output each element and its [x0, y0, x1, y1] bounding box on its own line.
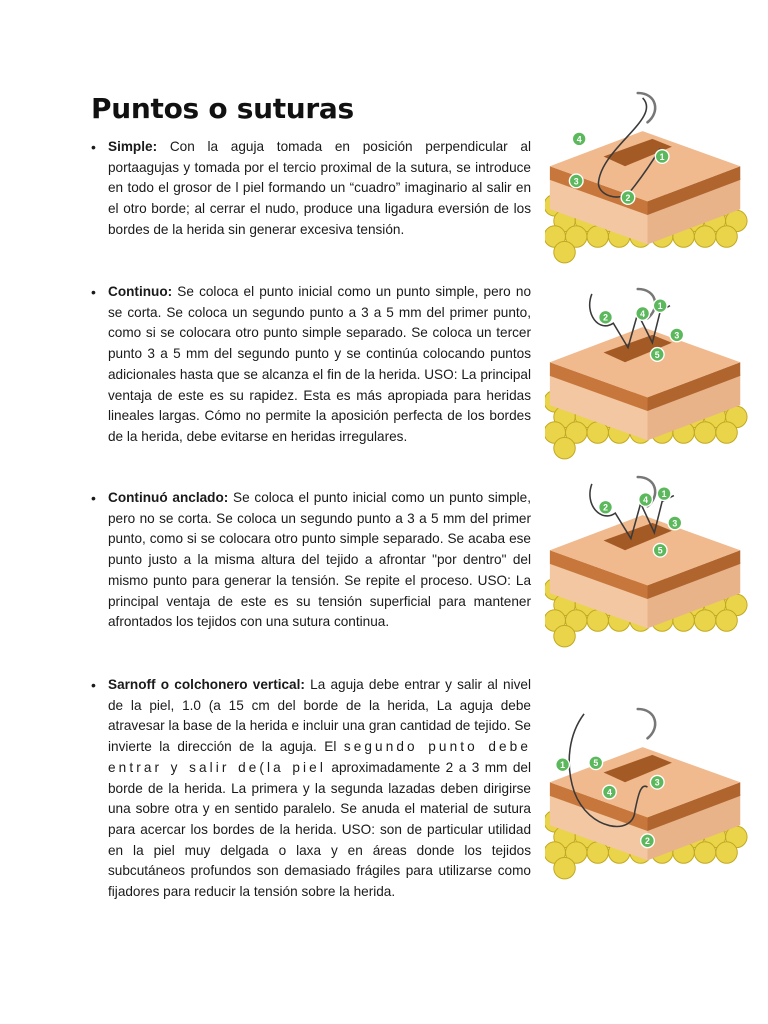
- skin-block-diagram: [545, 702, 750, 882]
- fat-cell: [554, 625, 575, 646]
- item-body: La aguja debe entrar y salir al nivel de la piel, 1.0 (a 15 cm del borde de la herida, La aguja debe atravesar la base de la herida e incluir una gran cantidad de tejido. Se invierte la dirección de la aguja. El: [108, 677, 531, 755]
- list-item-simple: [91, 137, 531, 241]
- needle-icon: [638, 709, 655, 738]
- fat-cell: [554, 857, 575, 878]
- fat-cell: [694, 610, 715, 631]
- step-marker: [556, 758, 570, 772]
- marker-label: 3: [573, 176, 579, 187]
- marker-label: 3: [654, 777, 660, 788]
- item-text: [108, 282, 531, 448]
- step-marker: [653, 543, 667, 557]
- bullet: •: [91, 284, 96, 300]
- continuous-suture-illustration: [545, 282, 750, 462]
- marker-label: 1: [659, 151, 665, 162]
- marker-label: 1: [560, 760, 566, 771]
- marker-label: 3: [672, 518, 678, 529]
- fat-cell: [554, 241, 575, 262]
- step-marker: [621, 191, 635, 205]
- bullet: •: [91, 139, 96, 155]
- step-marker: [641, 834, 655, 848]
- marker-label: 4: [576, 134, 582, 145]
- step-marker: [670, 328, 684, 342]
- fat-cell: [694, 226, 715, 247]
- page-title: Puntos o suturas: [91, 92, 354, 125]
- fat-cell: [694, 422, 715, 443]
- marker-label: 1: [657, 301, 663, 312]
- fat-cell: [716, 226, 737, 247]
- marker-label: 4: [643, 494, 648, 505]
- item-body: aproximadamente 2 a 3 mm del borde de la herida. La primera y la segunda lazadas deben dirigirse una sobre otra y en sentido paralelo. Se anuda el material de sutura para acercar los bordes de la herida. USO: son de particular utilidad en la piel muy delgada o laxa y en áreas donde los tejidos subcutáneos profundos son demasiado frágiles para utilizarse como fijadores para reducir la tensión sobre la herida.: [108, 759, 531, 900]
- item-label: Continuo:: [108, 284, 173, 299]
- marker-label: 2: [645, 836, 650, 847]
- fat-cell: [716, 842, 737, 863]
- step-marker: [650, 775, 664, 789]
- anchored-suture-illustration: [545, 470, 750, 650]
- simple-suture-illustration: [545, 86, 750, 266]
- marker-label: 5: [657, 545, 663, 556]
- item-text: [108, 137, 531, 241]
- marker-label: 3: [674, 330, 680, 341]
- step-marker: [650, 348, 664, 362]
- item-body: Con la aguja tomada en posición perpendicular al portaagujas y tomada por el tercio proximal de la sutura, se introduce en todo el grosor de l piel formando un “cuadro” imaginario al salir en el otro borde; al cerrar el nudo, produce una ligadura eversión de los bordes de la herida sin generar excesiva tensión.: [108, 139, 531, 237]
- item-text: [108, 675, 531, 903]
- bullet: •: [91, 490, 96, 506]
- item-label: Simple:: [108, 139, 158, 154]
- skin-block-diagram: [545, 86, 750, 266]
- fat-cell: [694, 842, 715, 863]
- skin-block-diagram: [545, 470, 750, 650]
- skin-block-diagram: [545, 282, 750, 462]
- step-marker: [657, 487, 671, 501]
- marker-label: 2: [603, 312, 608, 323]
- list-item-continuo-anclado: [91, 488, 531, 633]
- item-body: Se coloca el punto inicial como un punto simple, pero no se corta. Se coloca un segundo punto a 3 a 5 mm del primer punto, como si se colocara otro punto simple separado. Se acaba ese punto justo a la misma altura del tejido a afrontar "por dentro" del mismo punto para generar la tensión. Se repite el proceso. USO: La principal ventaja de este es su tensión superficial para mantener afrontados los tejidos con una sutura continua.: [108, 490, 532, 630]
- marker-label: 2: [603, 502, 608, 513]
- vertical-mattress-suture-illustration: [545, 702, 750, 882]
- marker-label: 4: [640, 308, 646, 319]
- step-marker: [572, 132, 586, 146]
- step-marker: [599, 311, 613, 325]
- list-item-sarnoff: [91, 675, 531, 903]
- marker-label: 1: [661, 489, 667, 500]
- step-marker: [603, 785, 617, 799]
- item-body-spaced: segundo punto debe entrar y salir de(la piel: [108, 739, 531, 775]
- bullet: •: [91, 677, 96, 693]
- item-body: Se coloca el punto inicial como un punto simple, pero no se corta. Se coloca un segundo punto a 3 a 5 mm del primer punto, como si se colocara otro punto simple separado. Se coloca un tercer punto 3 a 5 mm del segundo punto y se continúa colocando puntos adicionales hasta que se alcanza el fin de la herida. USO: La principal ventaja de este es su rapidez. Esta es más apropiada para heridas lineales largas. Cómo no permite la aposición perfecta de los bordes de la herida, debe evitarse en heridas irregulares.: [108, 284, 531, 444]
- marker-label: 5: [593, 758, 599, 769]
- step-marker: [599, 500, 613, 514]
- list-item-continuo: [91, 282, 531, 448]
- step-marker: [639, 493, 653, 507]
- fat-cell: [716, 422, 737, 443]
- step-marker: [569, 174, 583, 188]
- step-marker: [655, 150, 669, 164]
- item-label: Sarnoff o colchonero vertical:: [108, 677, 305, 692]
- marker-label: 2: [625, 192, 631, 203]
- item-text: [108, 488, 531, 633]
- step-marker: [636, 307, 650, 321]
- marker-label: 5: [654, 349, 660, 360]
- step-marker: [653, 299, 667, 313]
- fat-cell: [716, 610, 737, 631]
- step-marker: [589, 756, 603, 770]
- item-label: Continuó anclado:: [108, 490, 229, 505]
- fat-cell: [554, 437, 575, 458]
- marker-label: 4: [606, 787, 612, 798]
- step-marker: [668, 516, 682, 530]
